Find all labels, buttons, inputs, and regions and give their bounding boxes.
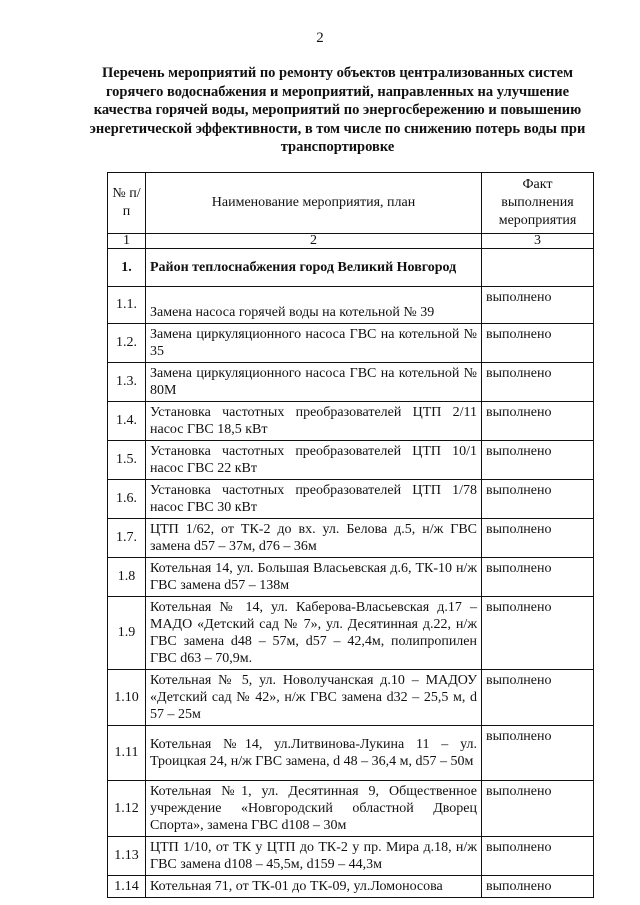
activity-name: Котельная №1, ул. Десятинная 9, Общественное учреждение «Новгородский областной Дворец Спорта», замена ГВС d108 – 30м bbox=[146, 781, 482, 837]
column-number: 3 bbox=[482, 234, 594, 249]
activity-name: Замена циркуляционного насоса ГВС на котельной № 80М bbox=[146, 363, 482, 402]
activity-status: выполнено bbox=[482, 363, 594, 402]
row-number: 1.12 bbox=[108, 781, 146, 837]
activity-name: Установка частотных преобразователей ЦТП 1/78 насос ГВС 30 кВт bbox=[146, 480, 482, 519]
table-row bbox=[108, 670, 594, 726]
section-fact bbox=[482, 249, 594, 287]
activity-status: выполнено bbox=[482, 781, 594, 837]
table-row bbox=[108, 402, 594, 441]
activity-name: ЦТП 1/62, от ТК-2 до вх. ул. Белова д.5, н/ж ГВС замена d57 – 37м, d76 – 36м bbox=[146, 519, 482, 558]
table-row bbox=[108, 876, 594, 898]
activity-name: Котельная № 5, ул. Новолучанская д.10 – МАДОУ «Детский сад № 42», н/ж ГВС замена d32 – 25,5 м, d 57 – 25м bbox=[146, 670, 482, 726]
header-name: Наименование мероприятия, план bbox=[146, 173, 482, 234]
activity-status: выполнено bbox=[482, 480, 594, 519]
row-number: 1.10 bbox=[108, 670, 146, 726]
activity-name: Котельная 71, от ТК-01 до ТК-09, ул.Ломоносова bbox=[146, 876, 482, 898]
activity-status: выполнено bbox=[482, 287, 594, 324]
row-number: 1.13 bbox=[108, 837, 146, 876]
row-number: 1.3. bbox=[108, 363, 146, 402]
section-name: Район теплоснабжения город Великий Новгород bbox=[146, 249, 482, 287]
activity-status: выполнено bbox=[482, 670, 594, 726]
table-row bbox=[108, 324, 594, 363]
row-number: 1.9 bbox=[108, 597, 146, 670]
table-row bbox=[108, 837, 594, 876]
activity-status: выполнено bbox=[482, 402, 594, 441]
activity-name: ЦТП 1/10, от ТК у ЦТП до ТК-2 у пр. Мира д.18, н/ж ГВС замена d108 – 45,5м, d159 – 44,3м bbox=[146, 837, 482, 876]
activity-name: Котельная № 14, ул. Каберова-Власьевская д.17 – МАДО «Детский сад № 7», ул. Десятинная д.22, н/ж ГВС замена d48 – 57м, d57 – 42,4м, полипропилен ГВС d63 – 70,9м. bbox=[146, 597, 482, 670]
row-number: 1.5. bbox=[108, 441, 146, 480]
column-number: 1 bbox=[108, 234, 146, 249]
activity-status: выполнено bbox=[482, 837, 594, 876]
activity-name: Котельная 14, ул. Большая Власьевская д.6, ТК-10 н/ж ГВС замена d57 – 138м bbox=[146, 558, 482, 597]
activities-table bbox=[107, 172, 594, 898]
table-row bbox=[108, 287, 594, 324]
section-number: 1. bbox=[108, 249, 146, 287]
header-num: № п/п bbox=[108, 173, 146, 234]
row-number: 1.7. bbox=[108, 519, 146, 558]
column-number: 2 bbox=[146, 234, 482, 249]
activity-status: выполнено bbox=[482, 726, 594, 781]
activity-name: Замена циркуляционного насоса ГВС на котельной № 35 bbox=[146, 324, 482, 363]
row-number: 1.4. bbox=[108, 402, 146, 441]
table-row bbox=[108, 519, 594, 558]
activity-status: выполнено bbox=[482, 441, 594, 480]
row-number: 1.1. bbox=[108, 287, 146, 324]
page-number: 2 bbox=[316, 30, 324, 46]
activity-name: Замена насоса горячей воды на котельной № 39 bbox=[146, 287, 482, 324]
activity-status: выполнено bbox=[482, 324, 594, 363]
row-number: 1.6. bbox=[108, 480, 146, 519]
header-fact: Факт выполнения мероприятия bbox=[482, 173, 594, 234]
table-header-row bbox=[108, 173, 594, 234]
section-row bbox=[108, 249, 594, 287]
activity-name: Установка частотных преобразователей ЦТП 10/1 насос ГВС 22 кВт bbox=[146, 441, 482, 480]
table-row bbox=[108, 558, 594, 597]
table-row bbox=[108, 480, 594, 519]
activity-status: выполнено bbox=[482, 519, 594, 558]
document-title: Перечень мероприятий по ремонту объектов централизованных систем горячего водоснабжения и мероприятий, направленных на улучшение качества горячей воды, мероприятий по энергосбережению и повышению энергетической эффективности, в том числе по снижению потерь воды при транспортировке bbox=[89, 65, 586, 155]
activity-name: Установка частотных преобразователей ЦТП 2/11 насос ГВС 18,5 кВт bbox=[146, 402, 482, 441]
row-number: 1.14 bbox=[108, 876, 146, 898]
table-row bbox=[108, 363, 594, 402]
table-row bbox=[108, 597, 594, 670]
row-number: 1.2. bbox=[108, 324, 146, 363]
activity-status: выполнено bbox=[482, 876, 594, 898]
activity-status: выполнено bbox=[482, 558, 594, 597]
table-row bbox=[108, 726, 594, 781]
activity-status: выполнено bbox=[482, 597, 594, 670]
row-number: 1.11 bbox=[108, 726, 146, 781]
row-number: 1.8 bbox=[108, 558, 146, 597]
activity-name: Котельная №14, ул.Литвинова-Лукина 11 – ул. Троицкая 24, н/ж ГВС замена, d 48 – 36,4 м, d57 – 50м bbox=[146, 726, 482, 781]
table-row bbox=[108, 781, 594, 837]
column-number-row bbox=[108, 234, 594, 249]
table-row bbox=[108, 441, 594, 480]
